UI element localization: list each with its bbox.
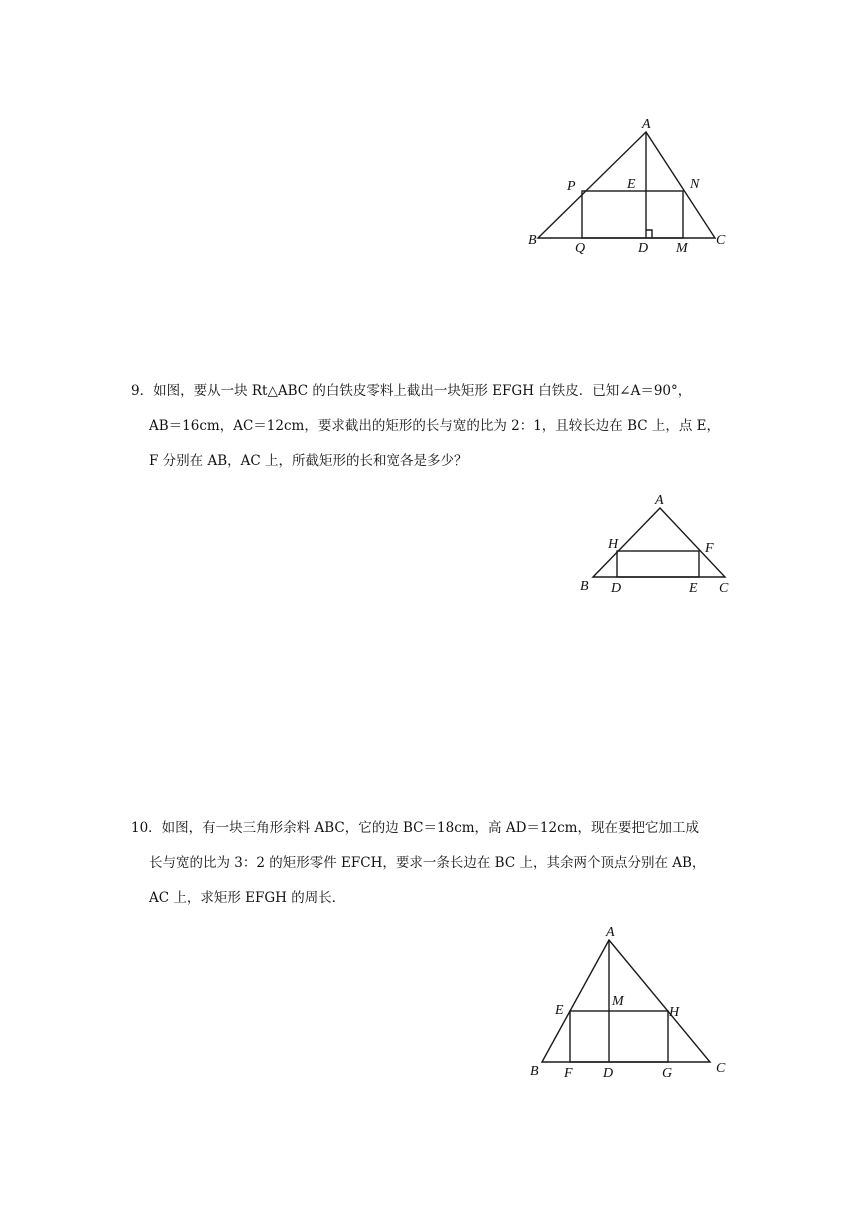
figure-triangle-hf bbox=[575, 490, 745, 600]
label-b: B bbox=[528, 233, 537, 248]
label-a: A bbox=[655, 493, 664, 508]
question-10-line-2: 长与宽的比为 3：2 的矩形零件 EFCH，要求一条长边在 BC 上，其余两个顶点分别在 AB， bbox=[149, 855, 706, 871]
rectangle-pqmn bbox=[582, 191, 683, 238]
figure-triangle-efgh bbox=[520, 920, 740, 1090]
question-10-line-1: 10．如图，有一块三角形余料 ABC，它的边 BC＝18cm，高 AD＝12cm，现在要把它加工成 bbox=[131, 820, 699, 836]
label-p: P bbox=[567, 179, 576, 194]
label-m: M bbox=[612, 994, 624, 1009]
label-h: H bbox=[669, 1005, 680, 1020]
label-a: A bbox=[606, 925, 615, 940]
label-b: B bbox=[530, 1064, 539, 1079]
triangle-abc bbox=[542, 940, 710, 1062]
question-9-line-2: AB＝16cm，AC＝12cm，要求截出的矩形的长与宽的比为 2：1，且较长边在 BC 上，点 E， bbox=[149, 418, 721, 434]
label-e: E bbox=[627, 177, 636, 192]
label-d: D bbox=[611, 581, 622, 596]
label-c: C bbox=[719, 581, 729, 596]
figure-triangle-apn bbox=[520, 110, 740, 260]
label-e: E bbox=[689, 581, 698, 596]
rectangle-efgh bbox=[570, 1011, 668, 1062]
label-c: C bbox=[716, 1061, 726, 1076]
right-angle-mark bbox=[646, 230, 652, 238]
label-c: C bbox=[716, 233, 726, 248]
label-d: D bbox=[603, 1066, 614, 1081]
question-9-line-3: F 分别在 AB，AC 上，所截矩形的长和宽各是多少？ bbox=[149, 453, 468, 469]
label-e: E bbox=[555, 1003, 564, 1018]
label-d: D bbox=[638, 241, 649, 256]
label-f: F bbox=[705, 541, 714, 556]
label-b: B bbox=[580, 579, 589, 594]
question-10 bbox=[131, 811, 705, 916]
label-n: N bbox=[690, 177, 700, 192]
label-h: H bbox=[608, 537, 619, 552]
rectangle-dhfe bbox=[617, 551, 699, 577]
label-a: A bbox=[642, 117, 651, 132]
label-f: F bbox=[564, 1066, 573, 1081]
question-10-line-3: AC 上，求矩形 EFGH 的周长． bbox=[149, 890, 346, 906]
question-9 bbox=[131, 374, 720, 479]
label-q: Q bbox=[575, 241, 586, 256]
label-m: M bbox=[676, 241, 688, 256]
question-9-line-1: 9．如图，要从一块 Rt△ABC 的白铁皮零料上截出一块矩形 EFGH 白铁皮．已知∠A＝90°， bbox=[131, 383, 692, 399]
label-g: G bbox=[662, 1066, 673, 1081]
